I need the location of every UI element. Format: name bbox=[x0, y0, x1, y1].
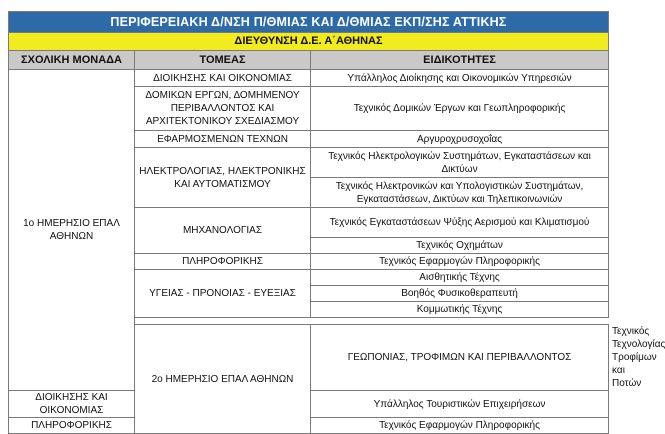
directorate-subtitle: ΔΙΕΥΘΥΝΣΗ Δ.Ε. Α΄ΑΘΗΝΑΣ bbox=[9, 33, 609, 51]
separator-cell bbox=[135, 318, 609, 325]
specialty-cell: Τεχνικός Ηλεκτρονικών και Υπολογιστικών Συστημάτων, Εγκαταστάσεων, Δικτύων και Τηλεπικοινωνιών bbox=[311, 178, 609, 208]
specialty-cell: Κομμωτικής Τέχνης bbox=[311, 302, 609, 318]
sector-cell: ΗΛΕΚΤΡΟΛΟΓΙΑΣ, ΗΛΕΚΤΡΟΝΙΚΗΣ ΚΑΙ ΑΥΤΟΜΑΤΙΣΜΟΥ bbox=[135, 148, 311, 208]
schools-table: ΠΕΡΙΦΕΡΕΙΑΚΗ Δ/ΝΣΗ Π/ΘΜΙΑΣ ΚΑΙ Δ/ΘΜΙΑΣ ΕΚΠ/ΣΗΣ ΑΤΤΙΚΗΣ ΔΙΕΥΘΥΝΣΗ Δ.Ε. Α΄ΑΘΗΝΑΣ ΣΧΟΛΙΚΗ ΜΟΝΑΔΑ ΤΟΜΕΑΣ ΕΙΔΙΚΟΤΗΤΕΣ 1ο ΗΜΕΡΗΣΙΟ ΕΠΑΛ ΑΘΗΝΩΝ ΔΙΟΙΚΗΣΗΣ ΚΑΙ ΟΙΚΟΝΟΜΙΑΣ Υπάλληλος Διοίκησης και Οικονομικών Υπηρεσιών ΔΟΜΙΚΩΝ ΕΡΓΩΝ, ΔΟΜΗΜΕΝΟΥ ΠΕΡΙΒΑΛΛΟΝΤΟΣ ΚΑΙ ΑΡΧΙΤΕΚΤΟΝΙΚΟΥ ΣΧΕΔΙΑΣΜΟΥ Τεχνικός Δομικών Έργων και Γεωπληροφορικής ΕΦΑΡΜΟΣΜΕΝΩΝ ΤΕΧΝΩΝ Αργυροχρυσοχοΐας ΗΛΕΚΤΡΟΛΟΓΙΑΣ, ΗΛΕΚΤΡΟΝΙΚΗΣ ΚΑΙ ΑΥΤΟΜΑΤΙΣΜΟΥ Τεχνικός Ηλεκτρολογικών Συστημάτων, Εγκαταστάσεων και Δικτύων Τεχνικός Ηλεκτρονικών και Υπολογιστικών Συστημάτων, Εγκαταστάσεων, Δικτύων και Τηλεπικοινωνιών ΜΗΧΑΝΟΛΟΓΙΑΣ Τεχνικός Εγκαταστάσεων Ψύξης Αερισμού και Κλιματισμού Τεχνικός Οχημάτων ΠΛΗΡΟΦΟΡΙΚΗΣ Τεχνικός Εφαρμογών Πληροφορικής ΥΓΕΙΑΣ - ΠΡΟΝΟΙΑΣ - ΕΥΕΞΙΑΣ Αισθητικής Τέχνης Βοηθός Φυσικοθεραπευτή Κομμωτικής Τέχνης 2ο ΗΜΕΡΗΣΙΟ ΕΠΑΛ ΑΘΗΝΩΝ ΓΕΩΠΟΝΙΑΣ, ΤΡΟΦΙΜΩΝ ΚΑΙ ΠΕΡΙΒΑΛΛΟΝΤΟΣ Τεχνικός Τεχνολογίας Τροφίμων και Ποτών ΔΙΟΙΚΗΣΗΣ ΚΑΙ ΟΙΚΟΝΟΜΙΑΣ Υπάλληλος Τουριστικών Επιχειρήσεων ΠΛΗΡΟΦΟΡΙΚΗΣ Τεχνικός Εφαρμογών Πληροφορικής bbox=[8, 11, 609, 434]
header-sector: ΤΟΜΕΑΣ bbox=[135, 51, 311, 70]
specialty-cell: Τεχνικός Ηλεκτρολογικών Συστημάτων, Εγκαταστάσεων και Δικτύων bbox=[311, 148, 609, 178]
sector-cell: ΕΦΑΡΜΟΣΜΕΝΩΝ ΤΕΧΝΩΝ bbox=[135, 131, 311, 148]
specialty-cell: Τεχνικός Εφαρμογών Πληροφορικής bbox=[311, 418, 609, 434]
school-name: 2ο ΗΜΕΡΗΣΙΟ ΕΠΑΛ ΑΘΗΝΩΝ bbox=[135, 325, 311, 434]
specialty-cell: Αργυροχρυσοχοΐας bbox=[311, 131, 609, 148]
specialty-cell: Υπάλληλος Τουριστικών Επιχειρήσεων bbox=[311, 391, 609, 418]
document-title: ΠΕΡΙΦΕΡΕΙΑΚΗ Δ/ΝΣΗ Π/ΘΜΙΑΣ ΚΑΙ Δ/ΘΜΙΑΣ ΕΚΠ/ΣΗΣ ΑΤΤΙΚΗΣ bbox=[9, 12, 609, 33]
sector-cell: ΠΛΗΡΟΦΟΡΙΚΗΣ bbox=[9, 418, 135, 434]
specialty-cell: Τεχνικός Εφαρμογών Πληροφορικής bbox=[311, 254, 609, 270]
specialty-cell: Υπάλληλος Διοίκησης και Οικονομικών Υπηρεσιών bbox=[311, 70, 609, 87]
specialty-cell: Τεχνικός Εγκαταστάσεων Ψύξης Αερισμού και Κλιματισμού bbox=[311, 208, 609, 238]
header-specialties: ΕΙΔΙΚΟΤΗΤΕΣ bbox=[311, 51, 609, 70]
specialty-cell: Τεχνικός Οχημάτων bbox=[311, 238, 609, 254]
specialty-cell: Τεχνικός Δομικών Έργων και Γεωπληροφορικής bbox=[311, 87, 609, 131]
sector-cell: ΔΟΜΙΚΩΝ ΕΡΓΩΝ, ΔΟΜΗΜΕΝΟΥ ΠΕΡΙΒΑΛΛΟΝΤΟΣ ΚΑΙ ΑΡΧΙΤΕΚΤΟΝΙΚΟΥ ΣΧΕΔΙΑΣΜΟΥ bbox=[135, 87, 311, 131]
schools-document bbox=[8, 11, 665, 434]
sector-cell: ΜΗΧΑΝΟΛΟΓΙΑΣ bbox=[135, 208, 311, 254]
sector-cell: ΓΕΩΠΟΝΙΑΣ, ΤΡΟΦΙΜΩΝ ΚΑΙ ΠΕΡΙΒΑΛΛΟΝΤΟΣ bbox=[311, 325, 609, 391]
school-name: 1ο ΗΜΕΡΗΣΙΟ ΕΠΑΛ ΑΘΗΝΩΝ bbox=[9, 70, 135, 391]
sector-cell: ΥΓΕΙΑΣ - ΠΡΟΝΟΙΑΣ - ΕΥΕΞΙΑΣ bbox=[135, 270, 311, 318]
sector-cell: ΔΙΟΙΚΗΣΗΣ ΚΑΙ ΟΙΚΟΝΟΜΙΑΣ bbox=[135, 70, 311, 87]
sector-cell: ΠΛΗΡΟΦΟΡΙΚΗΣ bbox=[135, 254, 311, 270]
specialty-cell: Αισθητικής Τέχνης bbox=[311, 270, 609, 286]
header-school: ΣΧΟΛΙΚΗ ΜΟΝΑΔΑ bbox=[9, 51, 135, 70]
specialty-cell: Βοηθός Φυσικοθεραπευτή bbox=[311, 286, 609, 302]
sector-cell: ΔΙΟΙΚΗΣΗΣ ΚΑΙ ΟΙΚΟΝΟΜΙΑΣ bbox=[9, 391, 135, 418]
